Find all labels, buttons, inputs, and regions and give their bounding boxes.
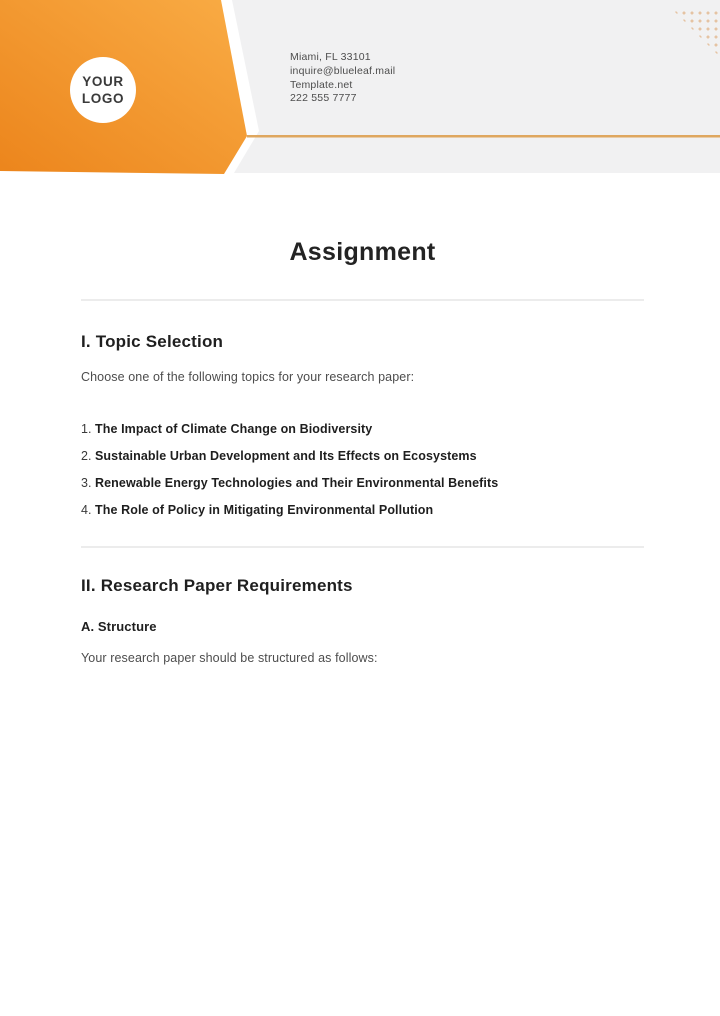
section-divider-1 [81,299,644,301]
topic-item-4 [81,497,498,524]
topic-list [81,416,498,524]
contact-website: Template.net [290,78,353,91]
section-1-intro: Choose one of the following topics for your research paper: [81,370,415,384]
header-accent-line [247,135,720,138]
contact-address: Miami, FL 33101 [290,51,371,63]
section-2-intro: Your research paper should be structured as follows: [81,651,378,665]
section-2-subheading: A. Structure [81,619,157,634]
topic-number: 3. [81,476,92,490]
topic-text: The Impact of Climate Change on Biodiversity [95,422,373,436]
topic-text: Sustainable Urban Development and Its Effects on Ecosystems [95,449,477,463]
contact-info [290,51,395,106]
topic-text: Renewable Energy Technologies and Their Environmental Benefits [95,476,499,490]
topic-item-1 [81,416,498,443]
topic-item-3 [81,470,498,497]
topic-item-2 [81,443,498,470]
contact-phone: 222 555 7777 [290,92,357,105]
section-divider-2 [81,546,644,548]
topic-number: 4. [81,503,92,517]
logo-text-line1: YOUR [82,74,124,89]
topic-number: 1. [81,422,92,436]
logo-text-line2: LOGO [81,91,125,106]
logo-badge [70,57,136,123]
topic-text: The Role of Policy in Mitigating Environmental Pollution [95,503,434,517]
letterhead [0,0,720,200]
document-title: Assignment [289,238,436,266]
contact-email: inquire@blueleaf.mail [290,64,396,77]
section-2-heading: II. Research Paper Requirements [81,576,353,595]
topic-number: 2. [81,449,92,463]
section-1-heading: I. Topic Selection [81,332,224,351]
